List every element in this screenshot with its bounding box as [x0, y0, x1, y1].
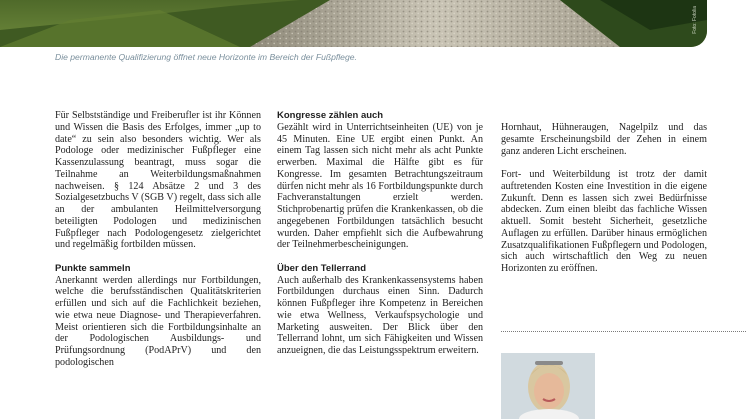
header-photo — [0, 0, 707, 47]
dotted-divider — [501, 331, 746, 332]
conclusion-paragraph: Fort- und Weiterbildung ist trotz der damit auftretenden Kosten eine Investition in die eigene Zukunft. Denn es lassen sich zwei Bedürfnisse abdecken. Zum einen bleibt das fachliche Wissen aktuell. Somit besteht Sicherheit, gesetzliche Auflagen zu erfüllen. Darüber hinaus ermöglichen Zusatzqualifikationen Fußpflegern und Podologen, sich auch wirtschaftlich den Weg zu neuen Horizonten zu eröffnen. — [501, 169, 707, 274]
author-photo — [501, 353, 595, 419]
section-heading-punkte: Punkte sammeln — [55, 262, 131, 274]
section-heading-kongresse: Kongresse zählen auch — [277, 110, 384, 121]
kongresse-paragraph: Gezählt wird in Unterrichtseinheiten (UE) von je 45 Minuten. Eine UE ergibt einen Punkt. An einem Tag lassen sich nicht mehr als acht Punkte erwerben. Maximal die Hälfte gibt es für Kongresse. Im gesamten Betrachtungszeitraum dürfen nicht mehr als 16 Fortbildungspunkte durch Fachveranstaltungen erzielt werden. Stichprobenartig prüfen die Krankenkassen, ob die angegebenen Fortbildungen tatsächlich besucht wurden. Daher empfiehlt sich die Aufbewahrung der Teilnehmerbescheinigungen. — [277, 121, 483, 251]
text-column-1 — [55, 110, 261, 369]
punkte-paragraph: Anerkannt werden allerdings nur Fortbildungen, welche die berufsständischen Qualitätskriterien erfüllen und sich auf die Fachlichkeit beziehen, wie etwa neue Diagnose- und Therapieverfahren. Meist orientieren sich die Fortbildungsinhalte an der Podologischen Ausbildungs- und Prüfungsordnung (PodAPrV) und den podologischen — [55, 274, 261, 368]
continuation-paragraph: Hornhaut, Hühneraugen, Nagelpilz und das gesamte Erscheinungsbild der Zehen in einem ganz anderen Licht erscheinen. — [501, 122, 707, 157]
section-heading-tellerrand: Über den Tellerrand — [277, 262, 367, 274]
photo-credit: Foto: Fotolia — [692, 6, 698, 34]
photo-caption: Die permanente Qualifizierung öffnet neue Horizonte im Bereich der Fußpflege. — [55, 52, 357, 62]
text-column-3 — [501, 122, 707, 275]
tellerrand-paragraph: Auch außerhalb des Krankenkassensystems haben Fortbildungen durchaus einen Sinn. Dadurch können Fußpfleger ihre Kompetenz in Bereichen wie etwa Wellness, Verkaufspsychologie und Marketing ausweiten. Der Blick über den Tellerrand lohnt, um sich Fähigkeiten und Wissen anzueignen, die das Leistungsspektrum erweitern. — [277, 274, 483, 356]
text-column-2 — [277, 110, 483, 357]
intro-paragraph: Für Selbstständige und Freiberufler ist ihr Können und Wissen die Basis des Erfolges, immer „up to date“ zu sein also besonders wichtig. Wer als Podologe oder medizinischer Fußpfleger eine Kassenzulassung beantragt, muss sogar die Teilnahme an Weiterbildungsmaßnahmen nachweisen. § 124 Absätze 2 und 3 des Sozialgesetzbuchs V (SGB V) regelt, dass sich alle an der ambulanten Heilmittelversorgung beteiligten Podologen und medizinischen Fußpfleger nach Podologengesetz zielgerichtet und regelmäßig fortbilden müssen. — [55, 110, 261, 251]
